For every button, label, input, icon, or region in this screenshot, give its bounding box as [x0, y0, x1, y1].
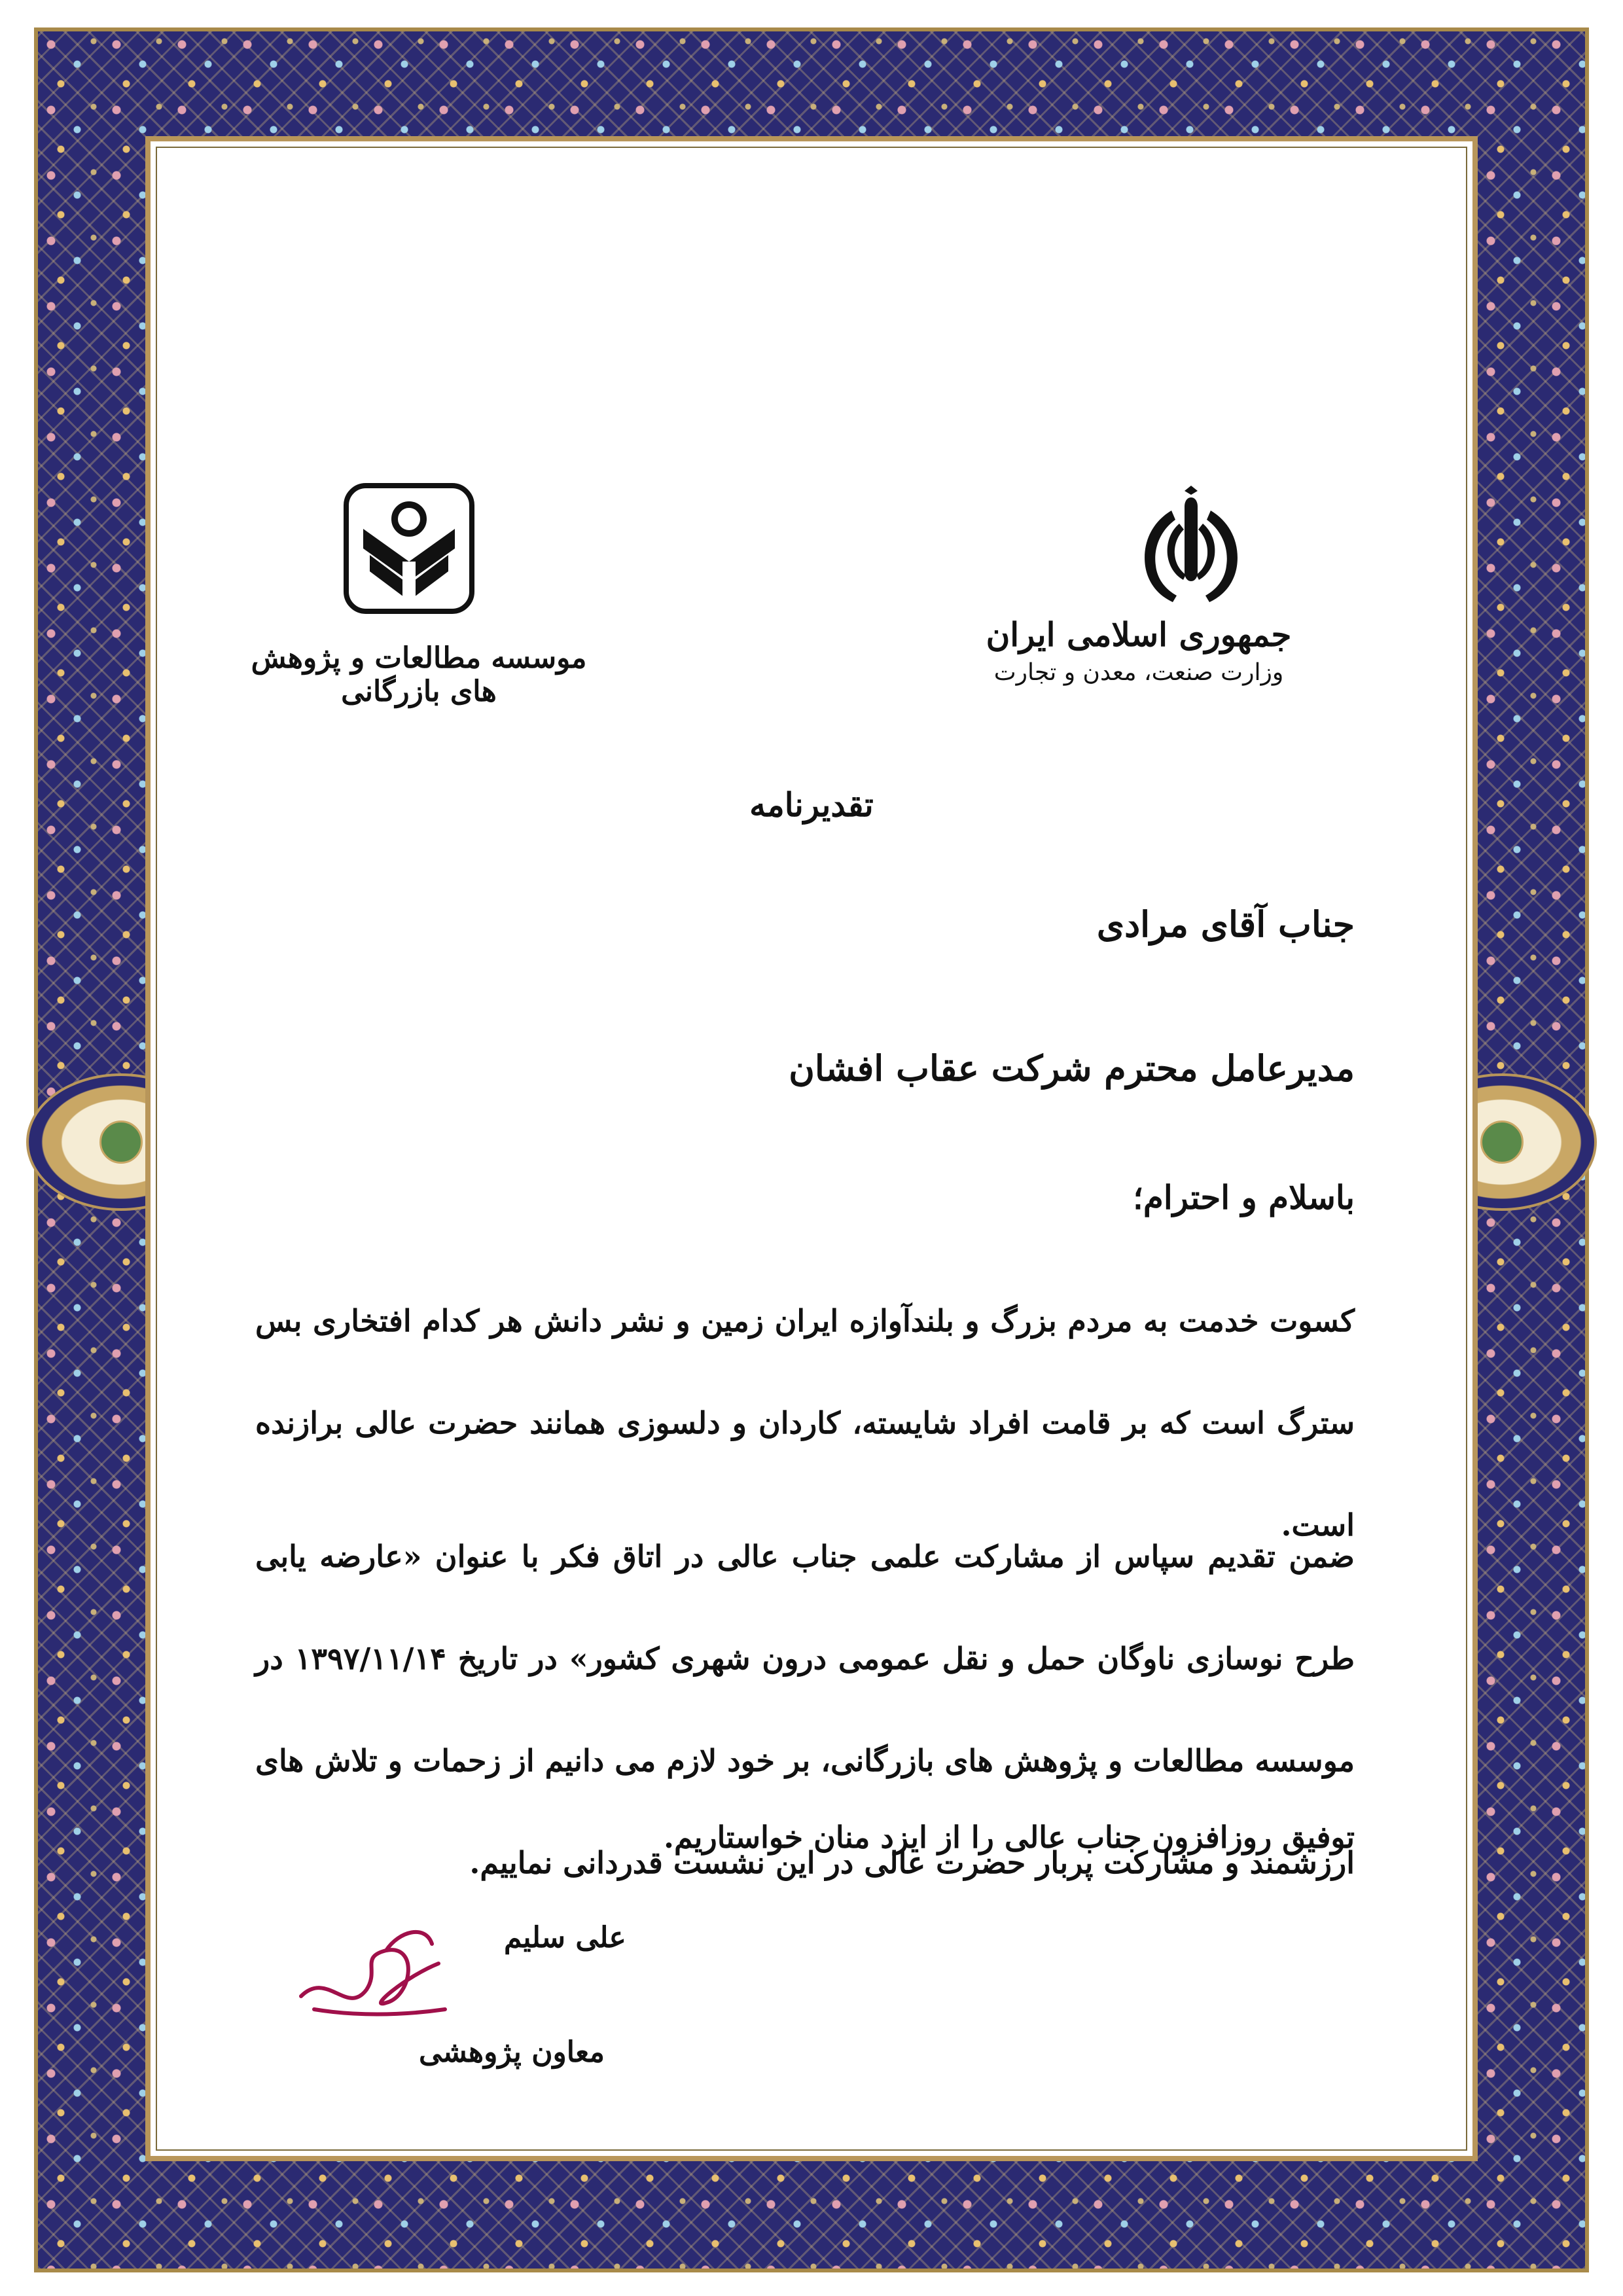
- recipient-name: جناب آقای مرادی: [1096, 903, 1355, 945]
- recipient-position: مدیرعامل محترم شرکت عقاب افشان: [789, 1047, 1355, 1089]
- ministry-subtitle: وزارت صنعت، معدن و تجارت: [993, 659, 1284, 686]
- institute-logo-icon: [344, 483, 474, 614]
- document-title: تقدیرنامه: [749, 785, 874, 824]
- signer-name: علی سلیم: [504, 1921, 626, 1954]
- greeting: باسلام و احترام؛: [1132, 1178, 1355, 1217]
- body-paragraph-2: ضمن تقدیم سپاس از مشارکت علمی جناب عالی در اتاق فکر با عنوان «عارضه یابی طرح نوسازی ناوگان حمل و نقل عمومی درون شهری کشور» در تاریخ ۱۳۹۷/۱۱/۱۴ در موسسه مطالعات و پژوهش های بازرگانی، بر خود لازم می دانیم از زحمات و تلاش های ارزشمند و مشارکت پربار حضرت عالی در این نشست قدردانی نماییم.: [255, 1539, 1355, 1880]
- body-paragraph-1: کسوت خدمت به مردم بزرگ و بلندآوازه ایران زمین و نشر دانش هر کدام افتخاری بس سترگ است که بر قامت افراد شایسته، کاردان و دلسوزی همانند حضرت عالی برازنده است.: [255, 1303, 1355, 1543]
- handwritten-signature: [288, 1918, 458, 2029]
- bird-ornament-icon: [1480, 1121, 1524, 1164]
- iran-emblem-icon: [1126, 484, 1257, 609]
- ministry-title: جمهوری اسلامی ایران: [986, 615, 1292, 654]
- institute-name: موسسه مطالعات و پژوهش های بازرگانی: [251, 641, 587, 708]
- bird-ornament-icon: [99, 1121, 143, 1164]
- signer-title: معاون پژوهشی: [419, 2036, 605, 2069]
- closing-line: توفیق روزافزون جناب عالی را از ایزد منان خواستاریم.: [664, 1820, 1355, 1855]
- ministry-block: [969, 615, 1309, 686]
